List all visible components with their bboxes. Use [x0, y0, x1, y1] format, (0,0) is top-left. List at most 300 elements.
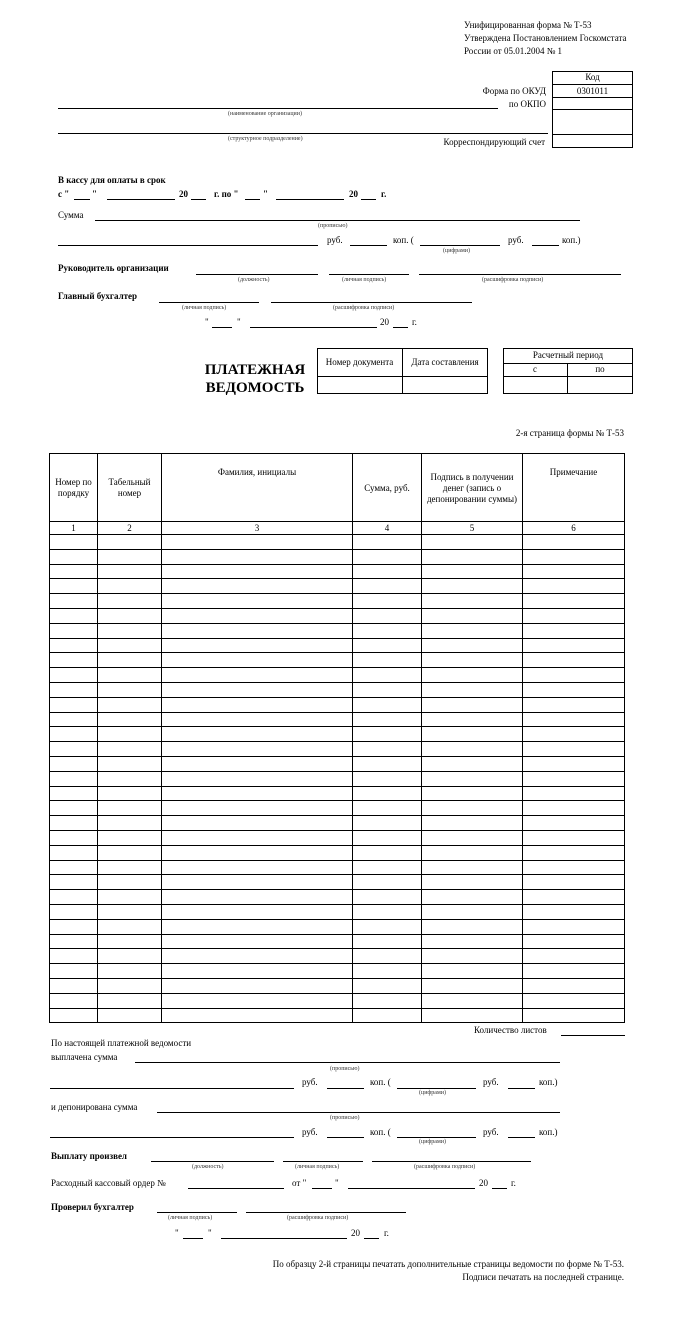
cell-note[interactable]	[523, 816, 625, 831]
doc-date-value[interactable]	[402, 377, 488, 393]
kop-close-label: коп.)	[539, 1077, 558, 1087]
cell-sum[interactable]	[353, 712, 422, 727]
cell-number[interactable]	[50, 964, 98, 979]
checked-decoding-field[interactable]	[246, 1212, 406, 1213]
okpo-code-value[interactable]	[552, 98, 633, 109]
cell-number[interactable]	[50, 682, 98, 697]
quote-open: "	[175, 1228, 179, 1238]
cell-name[interactable]	[162, 993, 353, 1008]
cell-note[interactable]	[523, 771, 625, 786]
cell-number[interactable]	[50, 653, 98, 668]
cell-tab-number[interactable]	[98, 549, 162, 564]
cell-number[interactable]	[50, 993, 98, 1008]
quote-close: "	[208, 1228, 212, 1238]
deposited-words-field[interactable]	[157, 1112, 560, 1113]
cell-name[interactable]	[162, 964, 353, 979]
cell-tab-number[interactable]	[98, 978, 162, 993]
cell-signature[interactable]	[422, 978, 523, 993]
cell-name[interactable]	[162, 890, 353, 905]
cell-number[interactable]	[50, 564, 98, 579]
cell-note[interactable]	[523, 623, 625, 638]
cell-note[interactable]	[523, 682, 625, 697]
cell-sum[interactable]	[353, 860, 422, 875]
period-to-value[interactable]	[567, 377, 633, 393]
cell-number[interactable]	[50, 623, 98, 638]
cell-sum[interactable]	[353, 845, 422, 860]
cell-signature[interactable]	[422, 653, 523, 668]
cell-number[interactable]	[50, 756, 98, 771]
cell-name[interactable]	[162, 579, 353, 594]
cell-number[interactable]	[50, 712, 98, 727]
cell-sum[interactable]	[353, 830, 422, 845]
table-row	[50, 860, 625, 875]
corr-account-value[interactable]	[552, 135, 633, 147]
corr-account-label: Корреспондирующий счет	[443, 137, 545, 147]
paid-by-decoding-field[interactable]	[372, 1161, 531, 1162]
cell-sum[interactable]	[353, 771, 422, 786]
cell-note[interactable]	[523, 1008, 625, 1023]
from-month-field[interactable]	[107, 199, 175, 200]
cell-signature[interactable]	[422, 608, 523, 623]
chief-month-field[interactable]	[250, 327, 377, 328]
cell-name[interactable]	[162, 771, 353, 786]
cell-tab-number[interactable]	[98, 919, 162, 934]
table-row	[50, 964, 625, 979]
cell-number[interactable]	[50, 1008, 98, 1023]
deposited-kop-digits-field[interactable]	[508, 1137, 535, 1138]
cell-tab-number[interactable]	[98, 890, 162, 905]
cell-sum[interactable]	[353, 919, 422, 934]
table-row	[50, 816, 625, 831]
cell-number[interactable]	[50, 934, 98, 949]
col-number: 3	[162, 522, 353, 535]
cell-note[interactable]	[523, 579, 625, 594]
decoding-hint: (расшифровка подписи)	[482, 277, 544, 283]
cell-signature[interactable]	[422, 742, 523, 757]
cell-number[interactable]	[50, 727, 98, 742]
cell-sum[interactable]	[353, 742, 422, 757]
cell-number[interactable]	[50, 535, 98, 550]
cell-tab-number[interactable]	[98, 771, 162, 786]
table-row	[50, 653, 625, 668]
paid-digits-field[interactable]	[397, 1088, 476, 1089]
cell-signature[interactable]	[422, 845, 523, 860]
table-row	[50, 668, 625, 683]
table-row	[50, 549, 625, 564]
cell-tab-number[interactable]	[98, 830, 162, 845]
cell-name[interactable]	[162, 549, 353, 564]
kop-digits-field[interactable]	[532, 245, 559, 246]
from-prefix: с "	[58, 189, 70, 199]
col-number: 1	[50, 522, 98, 535]
checked-month-field[interactable]	[221, 1238, 347, 1239]
cell-number[interactable]	[50, 816, 98, 831]
cash-order-month-field[interactable]	[348, 1188, 475, 1189]
cell-note[interactable]	[523, 727, 625, 742]
cell-number[interactable]	[50, 742, 98, 757]
to-year-prefix: 20	[349, 189, 358, 199]
sum-digits-field[interactable]	[420, 245, 500, 246]
cell-name[interactable]	[162, 564, 353, 579]
cell-sum[interactable]	[353, 623, 422, 638]
cell-sum[interactable]	[353, 904, 422, 919]
from-year-field[interactable]	[191, 199, 206, 200]
paid-kop-field[interactable]	[327, 1088, 364, 1089]
cell-number[interactable]	[50, 801, 98, 816]
col-number: 5	[422, 522, 523, 535]
cell-signature[interactable]	[422, 875, 523, 890]
cell-signature[interactable]	[422, 860, 523, 875]
okud-code-cell[interactable]	[552, 84, 633, 98]
cell-sum[interactable]	[353, 786, 422, 801]
cell-number[interactable]	[50, 904, 98, 919]
cell-sum[interactable]	[353, 682, 422, 697]
sum-words-field[interactable]	[95, 220, 580, 221]
cell-name[interactable]	[162, 786, 353, 801]
kop-open-label: коп. (	[370, 1077, 391, 1087]
cell-note[interactable]	[523, 830, 625, 845]
extra-code-value[interactable]	[552, 110, 633, 134]
cell-note[interactable]	[523, 978, 625, 993]
head-signature-field[interactable]	[329, 274, 409, 275]
cell-tab-number[interactable]	[98, 623, 162, 638]
cell-tab-number[interactable]	[98, 786, 162, 801]
cell-note[interactable]	[523, 949, 625, 964]
cell-note[interactable]	[523, 756, 625, 771]
table-row	[50, 756, 625, 771]
cell-name[interactable]	[162, 682, 353, 697]
cell-note[interactable]	[523, 594, 625, 609]
cell-number[interactable]	[50, 579, 98, 594]
cell-note[interactable]	[523, 934, 625, 949]
cell-signature[interactable]	[422, 919, 523, 934]
cell-number[interactable]	[50, 594, 98, 609]
cell-number[interactable]	[50, 697, 98, 712]
cell-sum[interactable]	[353, 964, 422, 979]
payroll-table	[49, 453, 625, 1023]
org-name-field[interactable]	[58, 108, 498, 109]
quote-close: "	[263, 189, 268, 199]
paid-by-position-field[interactable]	[151, 1161, 274, 1162]
cell-signature[interactable]	[422, 638, 523, 653]
cell-name[interactable]	[162, 668, 353, 683]
rub-label: руб.	[327, 235, 343, 245]
cell-name[interactable]	[162, 742, 353, 757]
cell-tab-number[interactable]	[98, 712, 162, 727]
cell-tab-number[interactable]	[98, 653, 162, 668]
cell-note[interactable]	[523, 786, 625, 801]
head-decoding-field[interactable]	[419, 274, 621, 275]
cell-note[interactable]	[523, 890, 625, 905]
checked-year-field[interactable]	[364, 1238, 379, 1239]
from-year-prefix: 20	[179, 189, 188, 199]
division-field[interactable]	[58, 133, 548, 134]
cell-sum[interactable]	[353, 579, 422, 594]
table-row	[50, 579, 625, 594]
table-row	[50, 682, 625, 697]
cell-name[interactable]	[162, 845, 353, 860]
cell-sum[interactable]	[353, 949, 422, 964]
cell-name[interactable]	[162, 801, 353, 816]
cell-number[interactable]	[50, 890, 98, 905]
cell-tab-number[interactable]	[98, 638, 162, 653]
table-row	[50, 535, 625, 550]
cell-note[interactable]	[523, 608, 625, 623]
table-row	[50, 727, 625, 742]
cell-name[interactable]	[162, 875, 353, 890]
cell-signature[interactable]	[422, 579, 523, 594]
cell-signature[interactable]	[422, 535, 523, 550]
paid-by-signature-field[interactable]	[283, 1161, 363, 1162]
table-row	[50, 845, 625, 860]
cell-number[interactable]	[50, 860, 98, 875]
cell-sum[interactable]	[353, 978, 422, 993]
cell-tab-number[interactable]	[98, 682, 162, 697]
cell-name[interactable]	[162, 860, 353, 875]
paid-kop-digits-field[interactable]	[508, 1088, 535, 1089]
cell-number[interactable]	[50, 771, 98, 786]
cell-name[interactable]	[162, 756, 353, 771]
cell-signature[interactable]	[422, 964, 523, 979]
cell-note[interactable]	[523, 638, 625, 653]
cell-signature[interactable]	[422, 949, 523, 964]
cell-note[interactable]	[523, 668, 625, 683]
head-position-field[interactable]	[196, 274, 318, 275]
cell-sum[interactable]	[353, 608, 422, 623]
cell-tab-number[interactable]	[98, 801, 162, 816]
cell-tab-number[interactable]	[98, 816, 162, 831]
cell-tab-number[interactable]	[98, 564, 162, 579]
cell-signature[interactable]	[422, 756, 523, 771]
cell-name[interactable]	[162, 904, 353, 919]
cell-name[interactable]	[162, 978, 353, 993]
cell-note[interactable]	[523, 712, 625, 727]
cell-sum[interactable]	[353, 756, 422, 771]
cell-tab-number[interactable]	[98, 860, 162, 875]
cell-name[interactable]	[162, 934, 353, 949]
chief-decoding-field[interactable]	[271, 302, 472, 303]
title-line-2: ВЕДОМОСТЬ	[205, 380, 305, 396]
cell-signature[interactable]	[422, 623, 523, 638]
deposited-words-field-2[interactable]	[50, 1137, 294, 1138]
cell-tab-number[interactable]	[98, 742, 162, 757]
cell-sum[interactable]	[353, 727, 422, 742]
cell-name[interactable]	[162, 653, 353, 668]
cell-tab-number[interactable]	[98, 535, 162, 550]
cell-sum[interactable]	[353, 594, 422, 609]
cell-number[interactable]	[50, 830, 98, 845]
cell-number[interactable]	[50, 668, 98, 683]
cell-signature[interactable]	[422, 668, 523, 683]
cell-number[interactable]	[50, 845, 98, 860]
footer-note-1: По образцу 2-й страницы печатать дополнительные страницы ведомости по форме № Т-53.	[272, 1259, 624, 1269]
cell-note[interactable]	[523, 860, 625, 875]
cash-order-day-field[interactable]	[312, 1188, 332, 1189]
cell-signature[interactable]	[422, 890, 523, 905]
cell-number[interactable]	[50, 786, 98, 801]
cell-sum[interactable]	[353, 638, 422, 653]
table-header-row	[50, 454, 625, 522]
cell-name[interactable]	[162, 608, 353, 623]
from-day-field[interactable]	[74, 199, 90, 200]
cash-order-year-field[interactable]	[492, 1188, 507, 1189]
cell-sum[interactable]	[353, 697, 422, 712]
cell-note[interactable]	[523, 564, 625, 579]
deposited-digits-field[interactable]	[397, 1137, 476, 1138]
cell-sum[interactable]	[353, 1008, 422, 1023]
rub-label: руб.	[302, 1127, 318, 1137]
cell-signature[interactable]	[422, 594, 523, 609]
form-line-2: Утверждена Постановлением Госкомстата	[464, 33, 627, 43]
cell-tab-number[interactable]	[98, 668, 162, 683]
to-year-suffix: г.	[381, 189, 387, 199]
cell-tab-number[interactable]	[98, 949, 162, 964]
kop-field[interactable]	[350, 245, 387, 246]
sum-words-field-2[interactable]	[58, 245, 318, 246]
cell-note[interactable]	[523, 993, 625, 1008]
cell-note[interactable]	[523, 875, 625, 890]
chief-signature-field[interactable]	[159, 302, 259, 303]
table-row	[50, 801, 625, 816]
cell-tab-number[interactable]	[98, 594, 162, 609]
cell-sum[interactable]	[353, 890, 422, 905]
cell-note[interactable]	[523, 549, 625, 564]
to-month-field[interactable]	[276, 199, 344, 200]
cell-signature[interactable]	[422, 727, 523, 742]
cell-sum[interactable]	[353, 993, 422, 1008]
cell-sum[interactable]	[353, 875, 422, 890]
cell-signature[interactable]	[422, 771, 523, 786]
cell-note[interactable]	[523, 697, 625, 712]
division-hint: (структурное подразделение)	[228, 136, 303, 142]
cell-signature[interactable]	[422, 712, 523, 727]
org-name-hint: (наименование организации)	[228, 111, 302, 117]
cell-name[interactable]	[162, 623, 353, 638]
col-number: 4	[353, 522, 422, 535]
cell-note[interactable]	[523, 964, 625, 979]
deposited-kop-field[interactable]	[327, 1137, 364, 1138]
head-label: Руководитель организации	[58, 263, 169, 273]
table-row	[50, 919, 625, 934]
cell-name[interactable]	[162, 638, 353, 653]
cell-sum[interactable]	[353, 668, 422, 683]
cell-tab-number[interactable]	[98, 579, 162, 594]
cell-tab-number[interactable]	[98, 964, 162, 979]
paid-words-field[interactable]	[135, 1062, 560, 1063]
chief-year-field[interactable]	[393, 327, 408, 328]
cell-name[interactable]	[162, 919, 353, 934]
cell-name[interactable]	[162, 830, 353, 845]
cell-tab-number[interactable]	[98, 756, 162, 771]
okpo-label: по ОКПО	[508, 99, 546, 109]
cell-note[interactable]	[523, 919, 625, 934]
cell-name[interactable]	[162, 949, 353, 964]
year-prefix: 20	[351, 1228, 360, 1238]
cell-signature[interactable]	[422, 934, 523, 949]
cell-sum[interactable]	[353, 549, 422, 564]
cell-number[interactable]	[50, 638, 98, 653]
checked-day-field[interactable]	[183, 1238, 203, 1239]
doc-number-value[interactable]	[317, 377, 402, 393]
cell-tab-number[interactable]	[98, 845, 162, 860]
paid-words-field-2[interactable]	[50, 1088, 294, 1089]
cell-tab-number[interactable]	[98, 1008, 162, 1023]
decoding-hint: (расшифровка подписи)	[287, 1215, 349, 1221]
cell-name[interactable]	[162, 712, 353, 727]
period-to-header: по	[595, 364, 605, 374]
cell-tab-number[interactable]	[98, 727, 162, 742]
cell-tab-number[interactable]	[98, 608, 162, 623]
cell-note[interactable]	[523, 742, 625, 757]
cell-signature[interactable]	[422, 786, 523, 801]
kop-open-label: коп. (	[393, 235, 414, 245]
cell-name[interactable]	[162, 816, 353, 831]
cell-note[interactable]	[523, 845, 625, 860]
cell-number[interactable]	[50, 919, 98, 934]
cell-signature[interactable]	[422, 816, 523, 831]
checked-signature-field[interactable]	[157, 1212, 237, 1213]
cell-name[interactable]	[162, 697, 353, 712]
cell-number[interactable]	[50, 549, 98, 564]
cell-sum[interactable]	[353, 801, 422, 816]
cell-tab-number[interactable]	[98, 934, 162, 949]
to-year-field[interactable]	[361, 199, 376, 200]
cell-name[interactable]	[162, 1008, 353, 1023]
cell-sum[interactable]	[353, 653, 422, 668]
cell-tab-number[interactable]	[98, 697, 162, 712]
cell-signature[interactable]	[422, 1008, 523, 1023]
cell-signature[interactable]	[422, 564, 523, 579]
cell-signature[interactable]	[422, 830, 523, 845]
cell-number[interactable]	[50, 875, 98, 890]
cell-tab-number[interactable]	[98, 993, 162, 1008]
kop-open-label: коп. (	[370, 1127, 391, 1137]
table-row	[50, 1008, 625, 1023]
cell-name[interactable]	[162, 535, 353, 550]
cell-sum[interactable]	[353, 934, 422, 949]
cell-signature[interactable]	[422, 549, 523, 564]
cash-order-number-field[interactable]	[188, 1188, 284, 1189]
cell-name[interactable]	[162, 594, 353, 609]
cell-sum[interactable]	[353, 564, 422, 579]
cell-tab-number[interactable]	[98, 904, 162, 919]
cell-sum[interactable]	[353, 535, 422, 550]
cell-number[interactable]	[50, 978, 98, 993]
cell-signature[interactable]	[422, 904, 523, 919]
chief-day-field[interactable]	[212, 327, 232, 328]
paid-by-label: Выплату произвел	[51, 1151, 127, 1161]
to-prefix: г. по "	[214, 189, 239, 199]
cell-signature[interactable]	[422, 682, 523, 697]
cell-signature[interactable]	[422, 697, 523, 712]
period-from-value[interactable]	[503, 377, 567, 393]
sheets-field[interactable]	[561, 1035, 625, 1036]
cell-name[interactable]	[162, 727, 353, 742]
year-suffix: г.	[511, 1178, 516, 1188]
cell-tab-number[interactable]	[98, 875, 162, 890]
to-day-field[interactable]	[245, 199, 260, 200]
cell-signature[interactable]	[422, 993, 523, 1008]
period-header: Расчетный период	[532, 350, 604, 360]
cell-note[interactable]	[523, 653, 625, 668]
cell-note[interactable]	[523, 535, 625, 550]
cell-note[interactable]	[523, 904, 625, 919]
cell-number[interactable]	[50, 949, 98, 964]
cell-note[interactable]	[523, 801, 625, 816]
cell-sum[interactable]	[353, 816, 422, 831]
cell-signature[interactable]	[422, 801, 523, 816]
cell-number[interactable]	[50, 608, 98, 623]
